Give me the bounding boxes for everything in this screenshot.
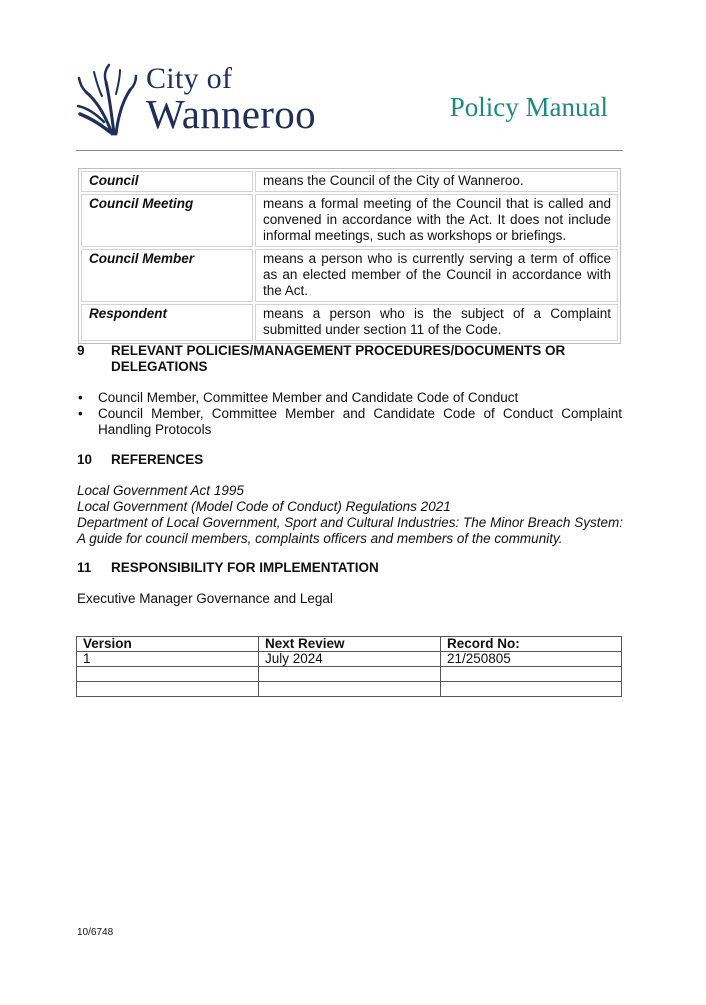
reference-item: Department of Local Government, Sport and Cultural Industries: The Minor Breach System: A guide for council members, complaints officers and members of the community. [77, 515, 623, 546]
bullet-icon: • [78, 406, 83, 421]
table-row [77, 682, 622, 697]
logo-text-wanneroo: Wanneroo [146, 91, 316, 137]
cell-record-no: 21/250805 [441, 652, 622, 667]
logo-text-city-of: City of [146, 62, 233, 95]
definition-description: means a person who is currently serving a term of office as an elected member of the Council in accordance with the Act. [255, 249, 618, 302]
table-row [77, 652, 622, 667]
section-11-title: RESPONSIBILITY FOR IMPLEMENTATION [111, 560, 379, 575]
cell-version: 1 [77, 652, 259, 667]
definition-description: means the Council of the City of Wanneroo. [255, 171, 618, 192]
version-table [76, 636, 622, 697]
section-10-number: 10 [77, 452, 93, 467]
section-9-title [111, 343, 591, 375]
section-9-title-line1: RELEVANT POLICIES/MANAGEMENT PROCEDURES/DOCUMENTS OR [111, 343, 566, 358]
definitions-table [78, 168, 621, 344]
cell-version [77, 682, 259, 697]
city-logo [76, 60, 326, 138]
definition-term: Council [81, 171, 253, 192]
definition-row [81, 249, 618, 302]
related-documents-list [78, 390, 622, 438]
bullet-icon: • [78, 390, 83, 405]
definition-term: Council Meeting [81, 194, 253, 247]
definition-description: means a person who is the subject of a Complaint submitted under section 11 of the Code. [255, 304, 618, 341]
definition-row [81, 171, 618, 192]
section-9-title-line2: DELEGATIONS [111, 359, 208, 374]
document-code: 10/6748 [77, 927, 114, 938]
list-item-text: Council Member, Committee Member and Candidate Code of Conduct [98, 390, 519, 405]
definition-row [81, 304, 618, 341]
cell-next-review: July 2024 [259, 652, 441, 667]
table-row [77, 667, 622, 682]
version-table-header [77, 637, 622, 652]
cell-record-no [441, 682, 622, 697]
list-item [78, 406, 622, 438]
definition-term: Respondent [81, 304, 253, 341]
header-next-review: Next Review [259, 637, 441, 652]
definition-term: Council Member [81, 249, 253, 302]
list-item [78, 390, 622, 406]
references-list [77, 483, 623, 547]
cell-version [77, 667, 259, 682]
list-item-text: Council Member, Committee Member and Candidate Code of Conduct Complaint Handling Protocols [98, 406, 622, 437]
reference-item: Local Government (Model Code of Conduct) Regulations 2021 [77, 499, 451, 514]
cell-next-review [259, 667, 441, 682]
header-version: Version [77, 637, 259, 652]
section-9-number: 9 [77, 343, 85, 358]
cell-next-review [259, 682, 441, 697]
kangaroo-paw-icon [76, 62, 138, 136]
header-divider [76, 150, 623, 151]
definition-description: means a formal meeting of the Council that is called and convened in accordance with the Act. It does not include informal meetings, such as workshops or briefings. [255, 194, 618, 247]
section-10-title: REFERENCES [111, 452, 204, 467]
document-type-title: Policy Manual [449, 92, 608, 122]
section-11-number: 11 [77, 560, 92, 575]
cell-record-no [441, 667, 622, 682]
definition-row [81, 194, 618, 247]
reference-item: Local Government Act 1995 [77, 483, 244, 498]
responsible-officer: Executive Manager Governance and Legal [77, 591, 333, 606]
header-record-no: Record No: [441, 637, 622, 652]
